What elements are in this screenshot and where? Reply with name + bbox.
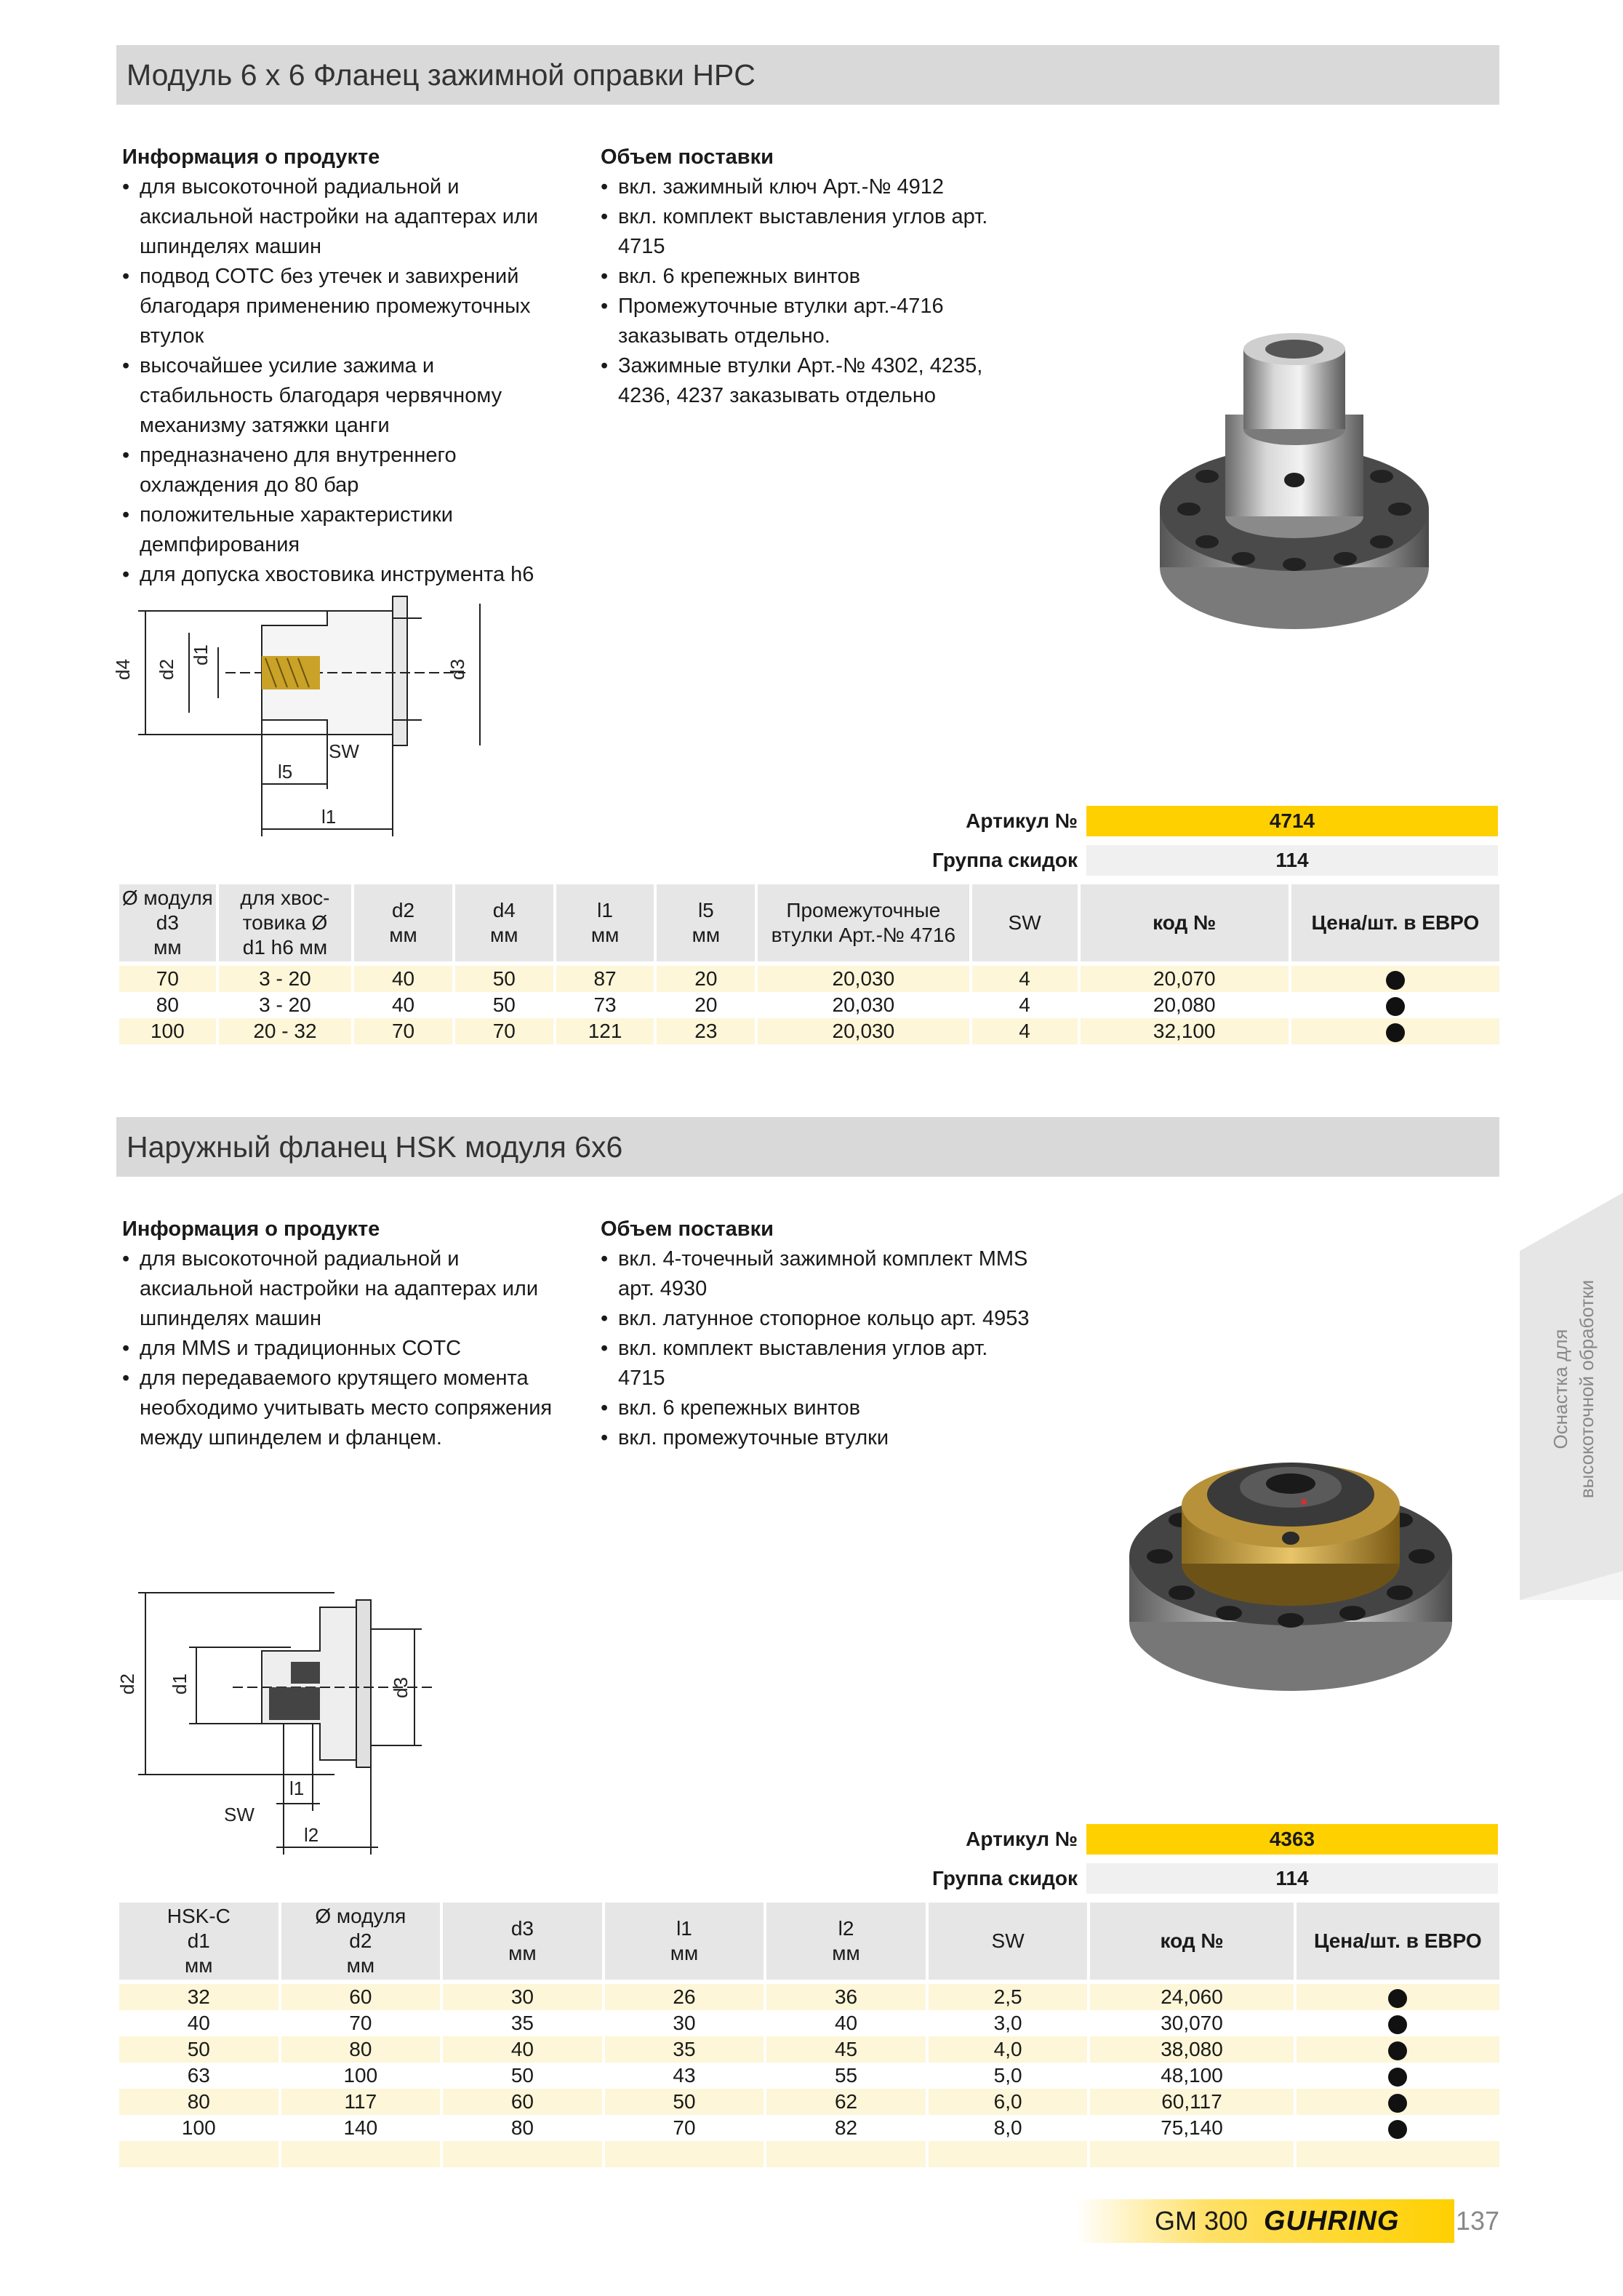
col-header-sleeves: Промежуточные втулки Арт.-№ 4716 — [758, 884, 969, 966]
section1-supply-info — [601, 143, 1037, 411]
table-cell: 62 — [766, 2089, 926, 2115]
drawing1-label-l1: l1 — [321, 806, 337, 828]
table-cell: 100 — [281, 2063, 441, 2089]
section2-spec-table — [116, 1903, 1502, 2167]
col-header-price: Цена/шт. в ЕВРО — [1291, 884, 1499, 966]
drawing1-label-d2: d2 — [156, 659, 177, 680]
table-cell: 20,030 — [758, 992, 969, 1018]
section2-discount-label: Группа скидок — [932, 1867, 1078, 1889]
table-cell: 32 — [119, 1984, 278, 2010]
table-cell: 3 - 20 — [219, 992, 351, 1018]
table-cell: 70 — [455, 1018, 553, 1044]
table-cell: 5,0 — [929, 2063, 1088, 2089]
product-photo-hsk-flange — [1123, 1418, 1458, 1695]
table-cell: 20,030 — [758, 1018, 969, 1044]
price-on-request-dot — [1297, 2010, 1499, 2036]
drawing2-label-sw: SW — [224, 1804, 255, 1825]
table-cell: 30,070 — [1090, 2010, 1293, 2036]
table-cell: 43 — [605, 2063, 764, 2089]
section1-discount-label: Группа скидок — [932, 849, 1078, 871]
table-cell: 80 — [119, 2089, 278, 2115]
table-cell: 36 — [766, 1984, 926, 2010]
col-header-hsk-d1: HSK-C d1 мм — [119, 1903, 278, 1984]
section2-supply-item: • вкл. латунное стопорное кольцо арт. 4953 — [601, 1304, 1037, 1334]
section2-info-item: • для MMS и традиционных СОТС — [122, 1334, 573, 1364]
drawing1-label-d4: d4 — [112, 659, 134, 680]
price-on-request-dot — [1291, 992, 1499, 1018]
table-cell: 40 — [443, 2036, 602, 2063]
table-cell: 4 — [972, 992, 1078, 1018]
table-cell: 35 — [605, 2036, 764, 2063]
table-cell: 117 — [281, 2089, 441, 2115]
table-cell: 30 — [443, 1984, 602, 2010]
price-on-request-dot — [1291, 966, 1499, 992]
table-cell: 63 — [119, 2063, 278, 2089]
table-cell: 70 — [605, 2115, 764, 2141]
table-row — [119, 2115, 1499, 2141]
table-cell: 60 — [443, 2089, 602, 2115]
col-header-shank-d1: для хвос- товика Ø d1 h6 мм — [219, 884, 351, 966]
col-header-d4: d4 мм — [455, 884, 553, 966]
section2-supply-item: • вкл. 4-точечный зажимной комплект MMS арт. 4930 — [601, 1244, 1037, 1304]
table-cell: 20,030 — [758, 966, 969, 992]
table-cell: 20 — [657, 992, 755, 1018]
table-cell: 40 — [766, 2010, 926, 2036]
price-on-request-dot — [1297, 2115, 1499, 2141]
table-cell: 121 — [556, 1018, 654, 1044]
col-header-l5: l5 мм — [657, 884, 755, 966]
table-cell: 20,080 — [1081, 992, 1289, 1018]
section1-info-heading: Информация о продукте — [122, 145, 380, 169]
col-header-d2: d2 мм — [354, 884, 452, 966]
section2-info-item: • для высокоточной радиальной и аксиальной настройки на адаптерах или шпинделях машин — [122, 1244, 573, 1334]
section2-supply-item: • вкл. 6 крепежных винтов — [601, 1393, 1037, 1423]
price-on-request-dot — [1297, 1984, 1499, 2010]
section2-article-label: Артикул № — [966, 1828, 1078, 1850]
section2-info-item: • для передаваемого крутящего момента необходимо учитывать место сопряжения между шпинделем и фланцем. — [122, 1364, 573, 1453]
table-cell: 4 — [972, 1018, 1078, 1044]
table-cell: 45 — [766, 2036, 926, 2063]
footer-catalog-code: GM 300 — [1155, 2206, 1249, 2236]
price-on-request-dot — [1297, 2036, 1499, 2063]
table-row — [119, 1018, 1499, 1044]
table-cell: 23 — [657, 1018, 755, 1044]
table-cell: 35 — [443, 2010, 602, 2036]
table-cell: 50 — [443, 2063, 602, 2089]
drawing2-label-l2: l2 — [304, 1824, 319, 1846]
section1-info-item: • подвод СОТС без утечек и завихрений благодаря применению промежуточных втулок — [122, 262, 573, 351]
side-category-label: Оснастка для высокоточной обработки — [1550, 1279, 1598, 1499]
drawing2-label-d2: d2 — [116, 1673, 138, 1695]
col-header-price: Цена/шт. в ЕВРО — [1297, 1903, 1499, 1984]
table-cell: 20 - 32 — [219, 1018, 351, 1044]
table-cell: 80 — [443, 2115, 602, 2141]
table-cell: 60 — [281, 1984, 441, 2010]
table-cell: 40 — [119, 2010, 278, 2036]
drawing2-label-d1: d1 — [169, 1673, 191, 1695]
section1-info-item: • положительные характеристики демпфирования — [122, 500, 573, 560]
table-cell: 70 — [281, 2010, 441, 2036]
section1-supply-item: • вкл. комплект выставления углов арт. 4715 — [601, 202, 1037, 262]
section1-info-item: • предназначено для внутреннего охлаждения до 80 бар — [122, 441, 573, 500]
drawing2-label-l1: l1 — [289, 1777, 305, 1799]
table-row — [119, 966, 1499, 992]
product-photo-hpc-flange — [1156, 327, 1432, 662]
table-row — [119, 2010, 1499, 2036]
section2-supply-heading: Объем поставки — [601, 1217, 774, 1241]
table-row-empty — [119, 2141, 1499, 2167]
section1-spec-table — [116, 884, 1502, 1044]
table-cell: 20,070 — [1081, 966, 1289, 992]
drawing1-label-d1: d1 — [190, 644, 212, 665]
table-row — [119, 992, 1499, 1018]
drawing1-label-d3: d3 — [446, 659, 468, 680]
table-cell: 3,0 — [929, 2010, 1088, 2036]
section1-discount-group: 114 — [1086, 845, 1498, 876]
table-cell: 26 — [605, 1984, 764, 2010]
section2-info-heading: Информация о продукте — [122, 1217, 380, 1241]
table-cell: 75,140 — [1090, 2115, 1293, 2141]
col-header-sw: SW — [929, 1903, 1088, 1984]
table-cell: 3 - 20 — [219, 966, 351, 992]
table-cell: 4 — [972, 966, 1078, 992]
section1-supply-item: • Зажимные втулки Арт.-№ 4302, 4235, 4236, 4237 заказывать отдельно — [601, 351, 1037, 411]
col-header-module-d3: Ø модуля d3 мм — [119, 884, 216, 966]
table-cell: 4,0 — [929, 2036, 1088, 2063]
table-cell: 60,117 — [1090, 2089, 1293, 2115]
table-cell: 50 — [455, 992, 553, 1018]
section1-article-label: Артикул № — [966, 809, 1078, 832]
drawing2-label-d3: d3 — [390, 1677, 412, 1698]
section1-title: Модуль 6 x 6 Фланец зажимной оправки HPC — [116, 45, 1499, 105]
section2-supply-item: • вкл. промежуточные втулки — [601, 1423, 1037, 1453]
table-row — [119, 2063, 1499, 2089]
section2-article-number: 4363 — [1086, 1824, 1498, 1855]
section1-supply-item: • вкл. зажимный ключ Арт.-№ 4912 — [601, 172, 1037, 202]
section1-article-number: 4714 — [1086, 806, 1498, 836]
table-cell: 87 — [556, 966, 654, 992]
table-cell: 50 — [605, 2089, 764, 2115]
section1-product-info — [122, 143, 573, 590]
table-cell: 40 — [354, 992, 452, 1018]
table-cell: 8,0 — [929, 2115, 1088, 2141]
table-cell: 24,060 — [1090, 1984, 1293, 2010]
table-cell: 82 — [766, 2115, 926, 2141]
table-cell: 32,100 — [1081, 1018, 1289, 1044]
price-on-request-dot — [1291, 1018, 1499, 1044]
brand-logo: GUHRING — [1264, 2206, 1400, 2236]
table-cell: 100 — [119, 1018, 216, 1044]
section1-supply-heading: Объем поставки — [601, 145, 774, 169]
table-cell: 40 — [354, 966, 452, 992]
table-row — [119, 1984, 1499, 2010]
technical-drawing-hpc-flange — [112, 589, 494, 851]
section1-info-item: • высочайшее усилие зажима и стабильность благодаря червячному механизму затяжки цанги — [122, 351, 573, 441]
col-header-code: код № — [1081, 884, 1289, 966]
table-row — [119, 2089, 1499, 2115]
drawing1-label-sw: SW — [329, 740, 359, 762]
technical-drawing-hsk-flange — [116, 1578, 451, 1862]
col-header-sw: SW — [972, 884, 1078, 966]
table-cell: 80 — [119, 992, 216, 1018]
price-on-request-dot — [1297, 2063, 1499, 2089]
drawing1-label-l5: l5 — [278, 761, 293, 783]
section1-supply-item: • Промежуточные втулки арт.-4716 заказывать отдельно. — [601, 292, 1037, 351]
table-cell: 20 — [657, 966, 755, 992]
col-header-code: код № — [1090, 1903, 1293, 1984]
table-cell: 38,080 — [1090, 2036, 1293, 2063]
section2-supply-item: • вкл. комплект выставления углов арт. 4715 — [601, 1334, 1037, 1393]
table-cell: 6,0 — [929, 2089, 1088, 2115]
table-cell: 48,100 — [1090, 2063, 1293, 2089]
table-cell: 2,5 — [929, 1984, 1088, 2010]
table-cell: 140 — [281, 2115, 441, 2141]
table-cell: 50 — [119, 2036, 278, 2063]
col-header-module-d2: Ø модуля d2 мм — [281, 1903, 441, 1984]
table-cell: 70 — [354, 1018, 452, 1044]
table-cell: 100 — [119, 2115, 278, 2141]
table-cell: 50 — [455, 966, 553, 992]
col-header-l2: l2 мм — [766, 1903, 926, 1984]
table-cell: 30 — [605, 2010, 764, 2036]
price-on-request-dot — [1297, 2089, 1499, 2115]
page-number: 137 — [1456, 2206, 1500, 2236]
section2-product-info — [122, 1215, 573, 1453]
col-header-l1: l1 мм — [556, 884, 654, 966]
section2-title: Наружный фланец HSK модуля 6x6 — [116, 1117, 1499, 1177]
section1-info-item: • для допуска хвостовика инструмента h6 — [122, 560, 573, 590]
table-cell: 70 — [119, 966, 216, 992]
col-header-d3: d3 мм — [443, 1903, 602, 1984]
table-row — [119, 2036, 1499, 2063]
col-header-l1: l1 мм — [605, 1903, 764, 1984]
table-cell: 80 — [281, 2036, 441, 2063]
table-cell: 73 — [556, 992, 654, 1018]
section1-supply-item: • вкл. 6 крепежных винтов — [601, 262, 1037, 292]
section1-info-item: • для высокоточной радиальной и аксиальной настройки на адаптерах или шпинделях машин — [122, 172, 573, 262]
table-cell: 55 — [766, 2063, 926, 2089]
section2-supply-info — [601, 1215, 1037, 1453]
section2-discount-group: 114 — [1086, 1863, 1498, 1894]
